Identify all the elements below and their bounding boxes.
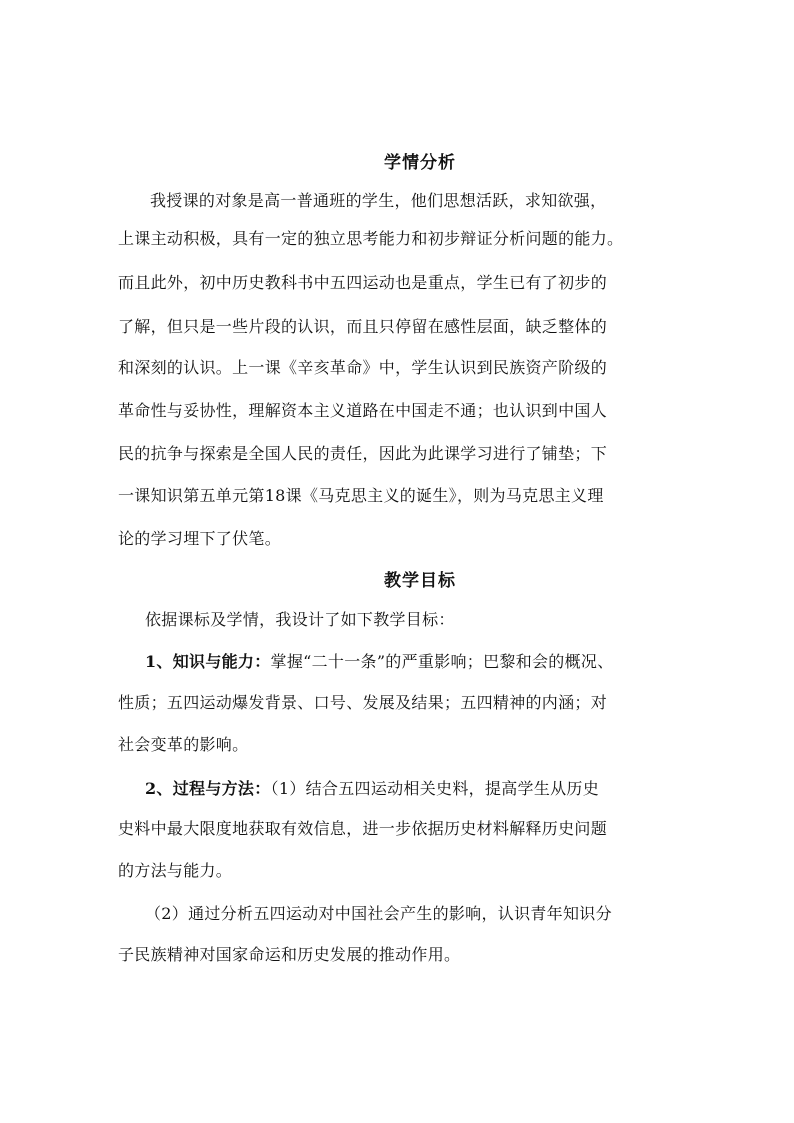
paragraph-line: 和深刻的认识。上一课《辛亥革命》中，学生认识到民族资产阶级的 <box>118 358 608 377</box>
paragraph-line: 的方法与能力。 <box>118 861 233 880</box>
paragraph-line: 我授课的对象是高一普通班的学生，他们思想活跃，求知欲强， <box>150 191 607 210</box>
goal-item-2-label: 2、过程与方法： <box>145 779 271 798</box>
paragraph-line: 了解，但只是一些片段的认识，而且只停留在感性层面，缺乏整体的 <box>118 317 608 336</box>
section-title-analysis: 学情分析 <box>384 153 456 173</box>
paragraph-line: 民的抗争与探索是全国人民的责任，因此为此课学习进行了铺垫；下 <box>118 444 608 463</box>
paragraph-line: 革命性与妥协性，理解资本主义道路在中国走不通；也认识到中国人 <box>118 401 608 420</box>
goals-intro: 依据课标及学情，我设计了如下教学目标： <box>145 610 455 629</box>
goal-item-1-text: 掌握“二十一条”的严重影响；巴黎和会的概况、 <box>270 652 614 671</box>
paragraph-line: 而且此外，初中历史教科书中五四运动也是重点，学生已有了初步的 <box>118 273 608 292</box>
paragraph-line: 社会变革的影响。 <box>118 735 249 754</box>
paragraph-line: 一课知识第五单元第18课《马克思主义的诞生》，则为马克思主义理 <box>118 486 604 505</box>
paragraph-line: 性质；五四运动爆发背景、口号、发展及结果；五四精神的内涵；对 <box>118 693 608 712</box>
paragraph-line: 史料中最大限度地获取有效信息，进一步依据历史材料解释历史问题 <box>118 819 608 838</box>
paragraph-line: 子民族精神对国家命运和历史发展的推动作用。 <box>118 945 461 964</box>
goal-item-1 <box>145 651 614 673</box>
goal-item-2-text: （1）结合五四运动相关史料，提高学生从历史 <box>270 779 600 798</box>
paragraph-line: 上课主动积极，具有一定的独立思考能力和初步辩证分析问题的能力。 <box>118 229 624 248</box>
paragraph-line: 论的学习埋下了伏笔。 <box>118 529 282 548</box>
goal-item-2-sub-2: （2）通过分析五四运动对中国社会产生的影响，认识青年知识分 <box>145 904 612 923</box>
goal-item-2 <box>145 778 599 800</box>
goal-item-1-label: 1、知识与能力： <box>145 652 271 671</box>
section-title-goals: 教学目标 <box>384 571 456 591</box>
